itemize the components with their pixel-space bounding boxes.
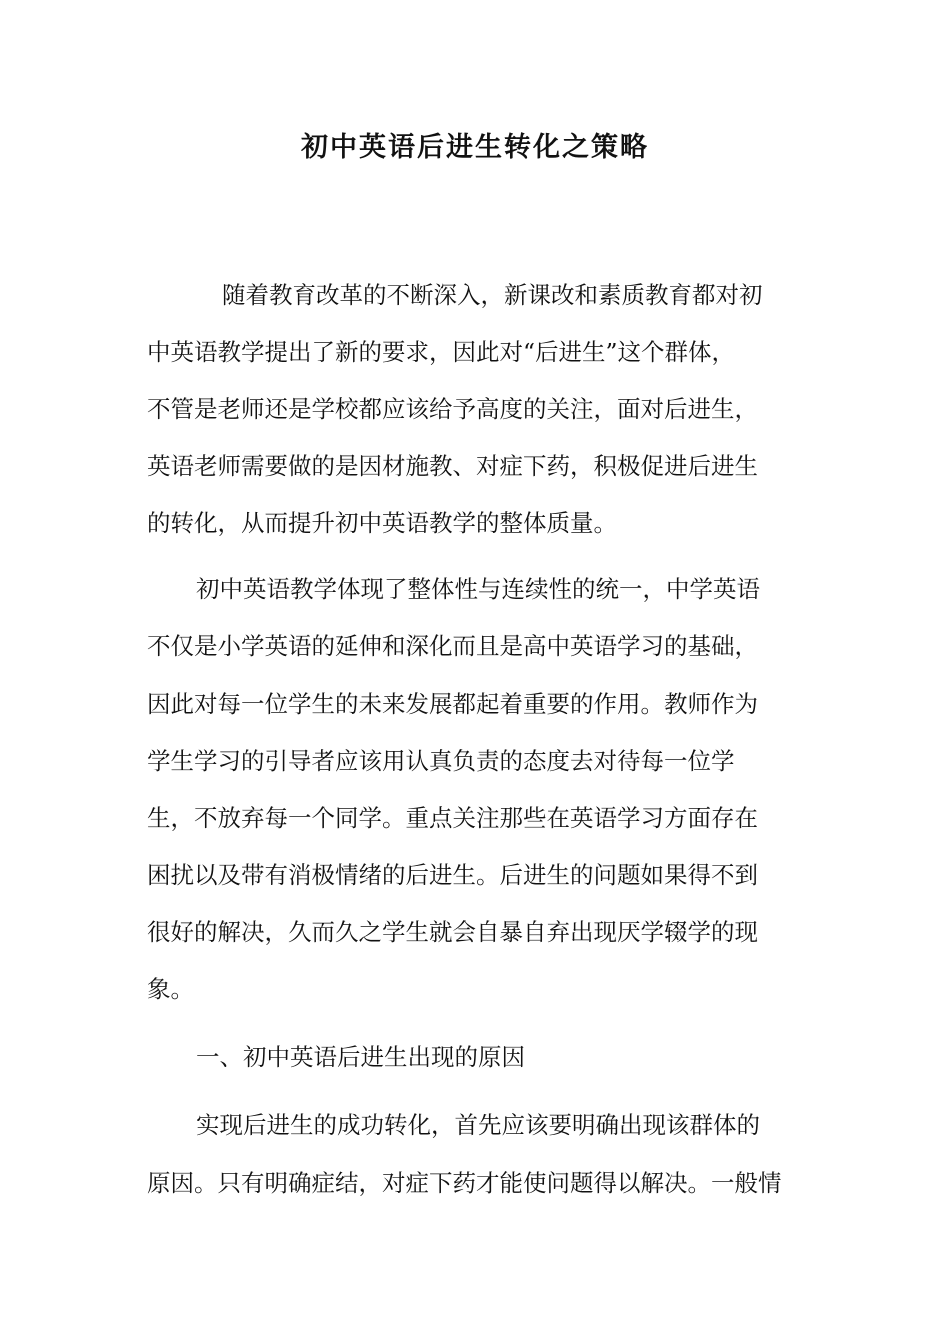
paragraph-line: 象。: [147, 975, 194, 1003]
section-heading: 一、初中英语后进生出现的原因: [196, 1043, 525, 1071]
paragraph-line: 不管是老师还是学校都应该给予高度的关注，面对后进生，: [147, 395, 758, 423]
paragraph-line: 中英语教学提出了新的要求，因此对“后进生”这个群体，: [147, 338, 736, 366]
paragraph-line: 很好的解决，久而久之学生就会自暴自弃出现厌学辍学的现: [147, 918, 758, 946]
paragraph-line: 随着教育改革的不断深入，新课改和素质教育都对初: [222, 281, 763, 309]
paragraph-line: 英语老师需要做的是因材施教、对症下药，积极促进后进生: [147, 452, 758, 480]
paragraph-line: 学生学习的引导者应该用认真负责的态度去对待每一位学: [147, 747, 735, 775]
paragraph-line: 不仅是小学英语的延伸和深化而且是高中英语学习的基础，: [147, 632, 758, 660]
document-title: 初中英语后进生转化之策略: [301, 132, 649, 163]
paragraph-line: 因此对每一位学生的未来发展都起着重要的作用。教师作为: [147, 690, 758, 718]
paragraph-line: 生，不放弃每一个同学。重点关注那些在英语学习方面存在: [147, 804, 758, 832]
paragraph-line: 初中英语教学体现了整体性与连续性的统一，中学英语: [196, 575, 760, 603]
paragraph-line: 的转化，从而提升初中英语教学的整体质量。: [147, 509, 617, 537]
paragraph-line: 困扰以及带有消极情绪的后进生。后进生的问题如果得不到: [147, 861, 758, 889]
paragraph-line: 原因。只有明确症结，对症下药才能使问题得以解决。一般情: [147, 1169, 782, 1197]
paragraph-line: 实现后进生的成功转化，首先应该要明确出现该群体的: [196, 1111, 760, 1139]
